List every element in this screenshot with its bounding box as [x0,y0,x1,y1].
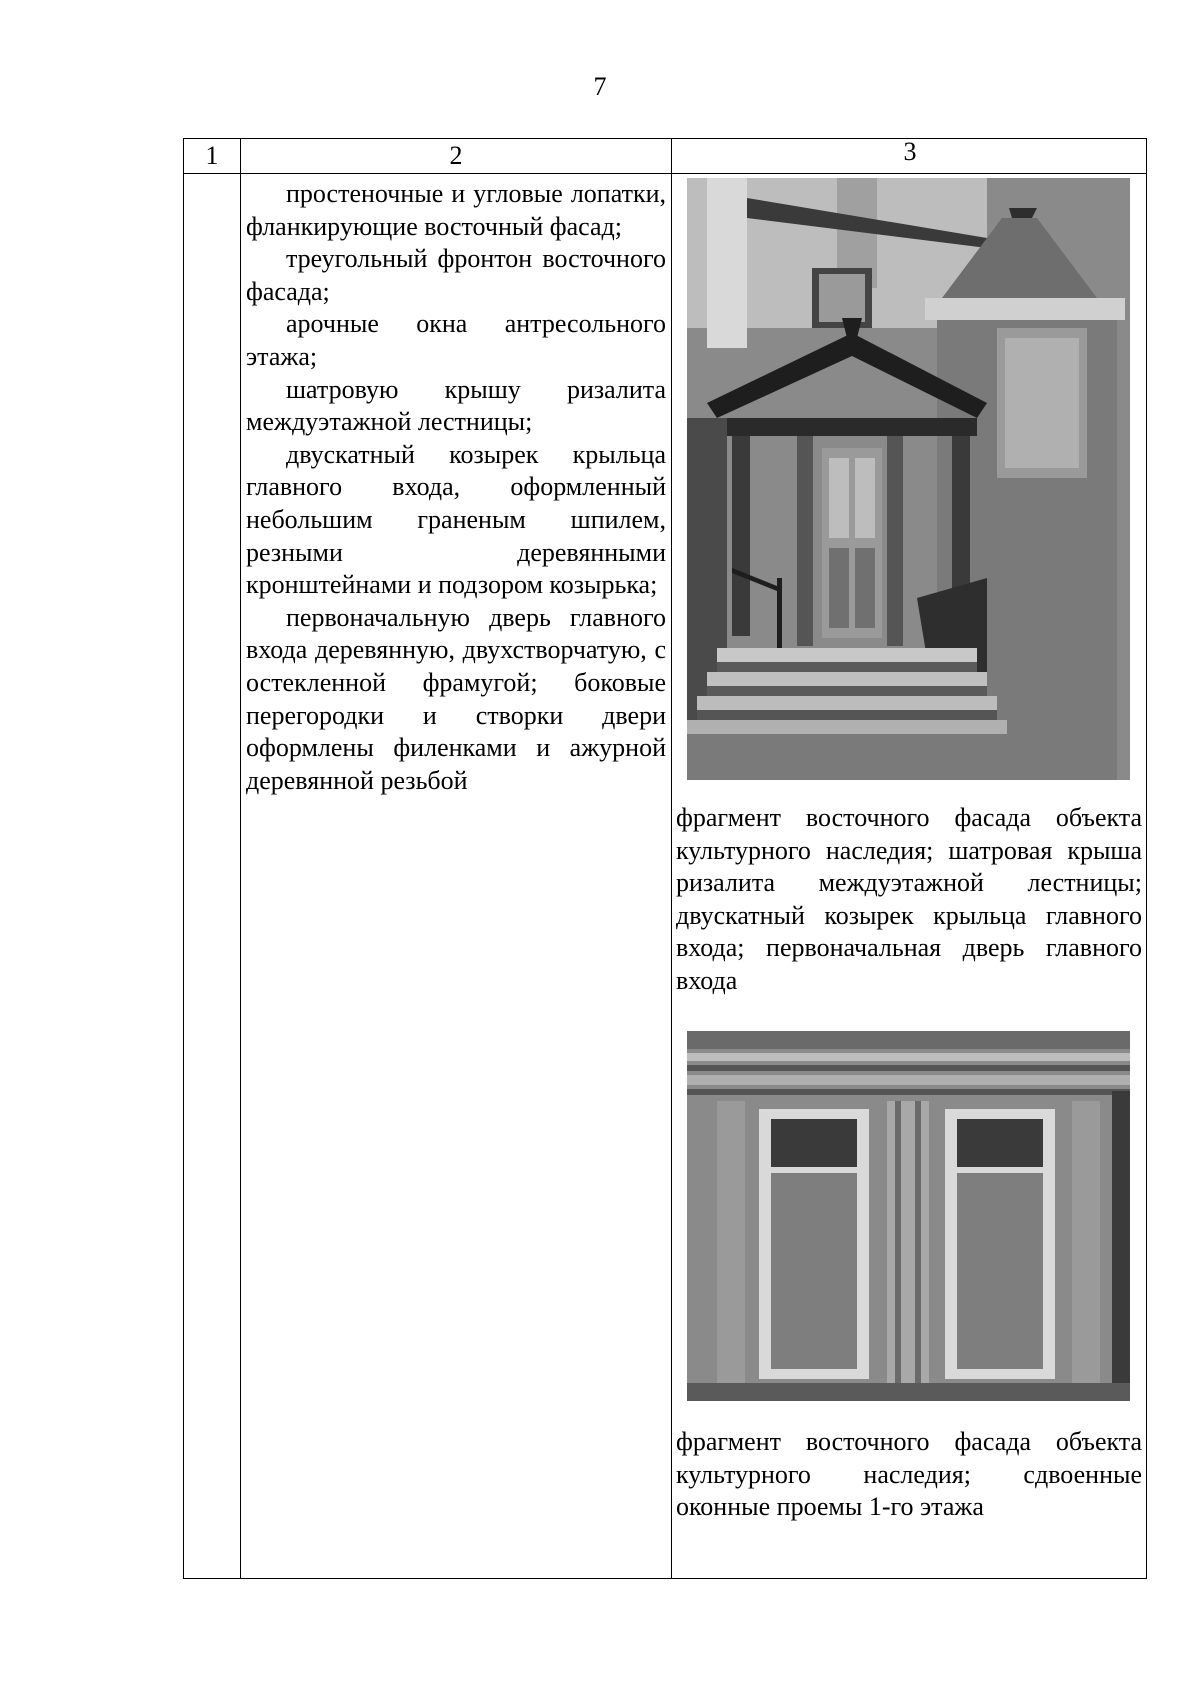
list-item: двускатный козырек крыльца главного входа, оформленный небольшим граненым шпилем, резными деревянными кронштейнами и подзором козырька; [246,439,666,600]
list-item: простеночные и угловые лопатки, фланкирующие восточный фасад; [246,179,666,241]
facade-windows-photo [687,1031,1130,1401]
column-divider-1 [240,139,241,1578]
facade-porch-photo [687,178,1130,780]
header-divider [184,173,1146,174]
page-number: 7 [593,72,607,101]
list-item: треугольный фронтон восточного фасада; [246,244,666,306]
list-item: шатровую крышу ризалита междуэтажной лестницы; [246,374,666,437]
photo-caption: фрагмент восточного фасада объекта культурного наследия; шатровая крыша ризалита междуэтажной лестницы; двускатный козырек крыльца главного входа; первоначальная дверь главного входа [676,803,1142,995]
column-header-2: 2 [449,141,463,170]
paired-windows-illustration [687,1031,1130,1401]
column-header-1: 1 [205,141,219,170]
list-item: первоначальную дверь главного входа деревянную, двухстворчатую, с остекленной фрамугой; боковые перегородки и створки двери оформлены филенками и ажурной деревянной резьбой [246,602,666,795]
column-divider-2 [671,139,672,1578]
list-item: арочные окна антресольного этажа; [246,309,666,371]
photo-caption: фрагмент восточного фасада объекта культурного наследия; сдвоенные оконные проемы 1-го этажа [676,1427,1142,1522]
column-header-3: 3 [903,137,917,166]
facade-porch-illustration [687,178,1130,780]
protected-elements-list [246,178,666,797]
